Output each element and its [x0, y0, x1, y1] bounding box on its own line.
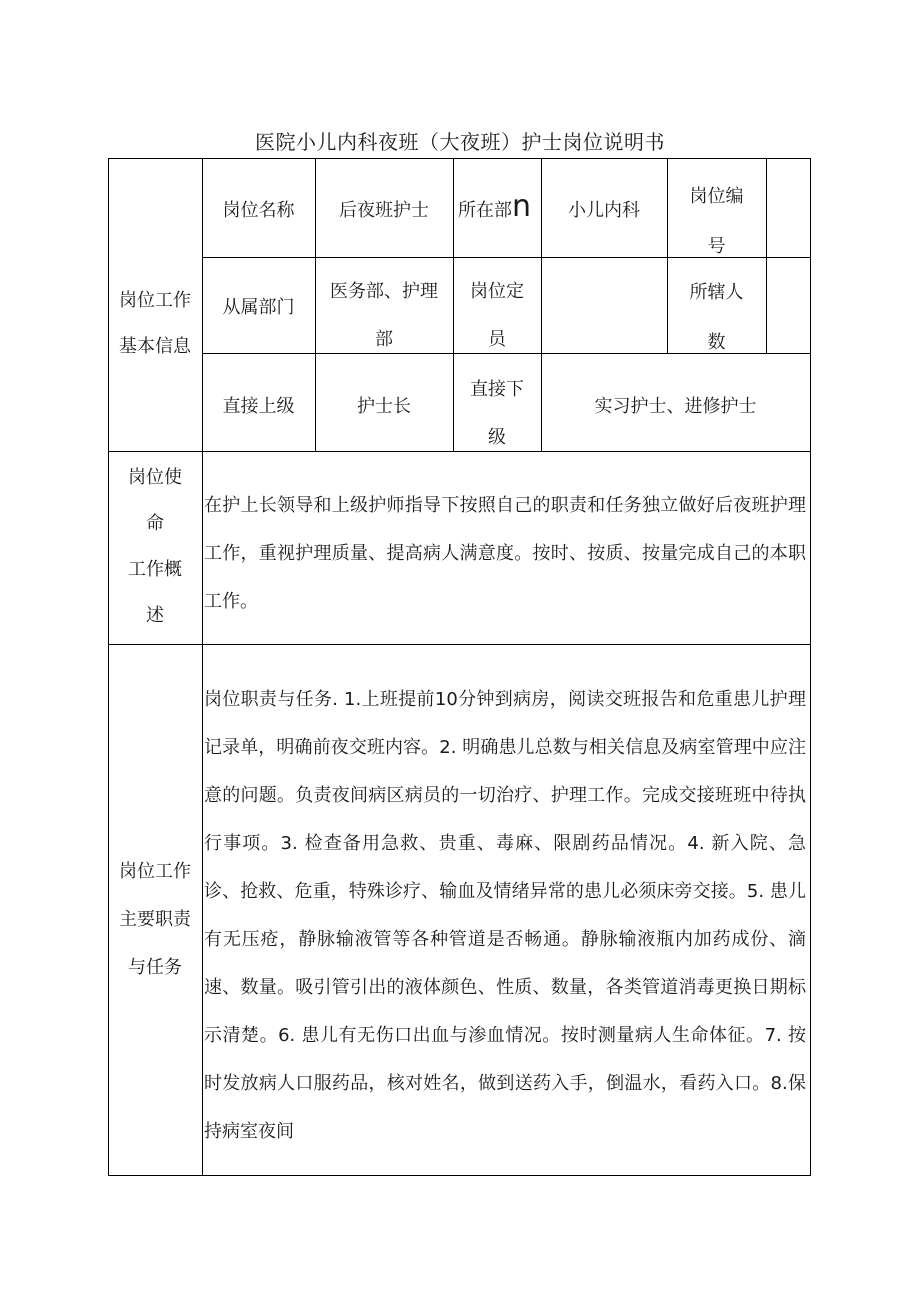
position-code-label: [667, 172, 766, 272]
subordinate-label-line2: 级: [488, 427, 506, 448]
subordinate-label: [453, 366, 541, 462]
department-label-glyph: n: [512, 189, 532, 224]
mission-label-line1: 岗位使: [128, 467, 182, 488]
belong-dept-value: [315, 268, 453, 364]
quota-label-line2: 员: [488, 329, 506, 350]
subordinate-label-line1: 直接下: [470, 379, 524, 400]
staff-count-label: [667, 268, 766, 368]
position-name-value: 后夜班护士: [339, 200, 429, 221]
position-code-label-line1: 岗位编: [689, 186, 744, 207]
mission-label-line3: 工作概: [128, 559, 182, 580]
belong-dept-value-line1: 医务部、护理: [330, 281, 438, 302]
department-label-text: 所在部: [458, 200, 512, 221]
superior-label: 直接上级: [222, 396, 295, 417]
staff-count-label-line1: 所辖人: [689, 282, 744, 303]
belong-dept-label: 从属部门: [222, 297, 295, 318]
duties-label: [108, 848, 202, 992]
duties-text: 岗位职责与任务. 1.上班提前10分钟到病房，阅读交班报告和危重患儿护理记录单，明确前夜交班内容。2. 明确患儿总数与相关信息及病室管理中应注意的问题。负责夜间病区病员的一切治疗、护理工作。完成交接班班中待执行事项。3. 检查备用急救、贵重、毒麻、限剧药品情况。4. 新入院、急诊、抢救、危重，特殊诊疗、输血及情绪异常的患儿必须床旁交接。5. 患儿有无压疮，静脉输液管等各种管道是否畅通。静脉输液瓶内加药成份、滴速、数量。吸引管引出的液体颜色、性质、数量，各类管道消毒更换日期标示清楚。6. 患儿有无伤口出血与渗血情况。按时测量病人生命体征。7. 按时发放病人口服药品，核对姓名，做到送药入手，倒温水，看药入口。8.保持病室夜间: [204, 689, 806, 1142]
position-name-label: 岗位名称: [222, 200, 295, 221]
department-label: [458, 189, 541, 224]
department-value: 小儿内科: [568, 200, 640, 221]
staff-count-label-line2: 数: [707, 332, 726, 353]
duties-label-line2: 主要职责: [119, 909, 191, 930]
basic-section-label-line1: 岗位工作: [119, 290, 191, 311]
subordinate-value: 实习护士、进修护士: [594, 396, 757, 417]
mission-text: 在护上长领导和上级护师指导下按照自己的职责和任务独立做好后夜班护理工作，重视护理质量、提高病人满意度。按时、按质、按量完成自己的本职工作。: [204, 495, 806, 612]
quota-label: [453, 268, 541, 364]
document-title: 医院小儿内科夜班（大夜班）护士岗位说明书: [255, 130, 665, 154]
mission-label-line2: 命: [146, 513, 164, 534]
duties-label-line1: 岗位工作: [119, 861, 191, 882]
belong-dept-value-line2: 部: [375, 329, 393, 350]
basic-section-label: [108, 278, 202, 370]
quota-label-line1: 岗位定: [470, 281, 524, 302]
position-code-label-line2: 号: [707, 236, 726, 257]
duties-label-line3: 与任务: [128, 957, 182, 978]
superior-value: 护士长: [357, 396, 411, 417]
mission-label: [108, 455, 202, 639]
mission-label-line4: 述: [146, 605, 164, 626]
basic-section-label-line2: 基本信息: [119, 336, 191, 357]
